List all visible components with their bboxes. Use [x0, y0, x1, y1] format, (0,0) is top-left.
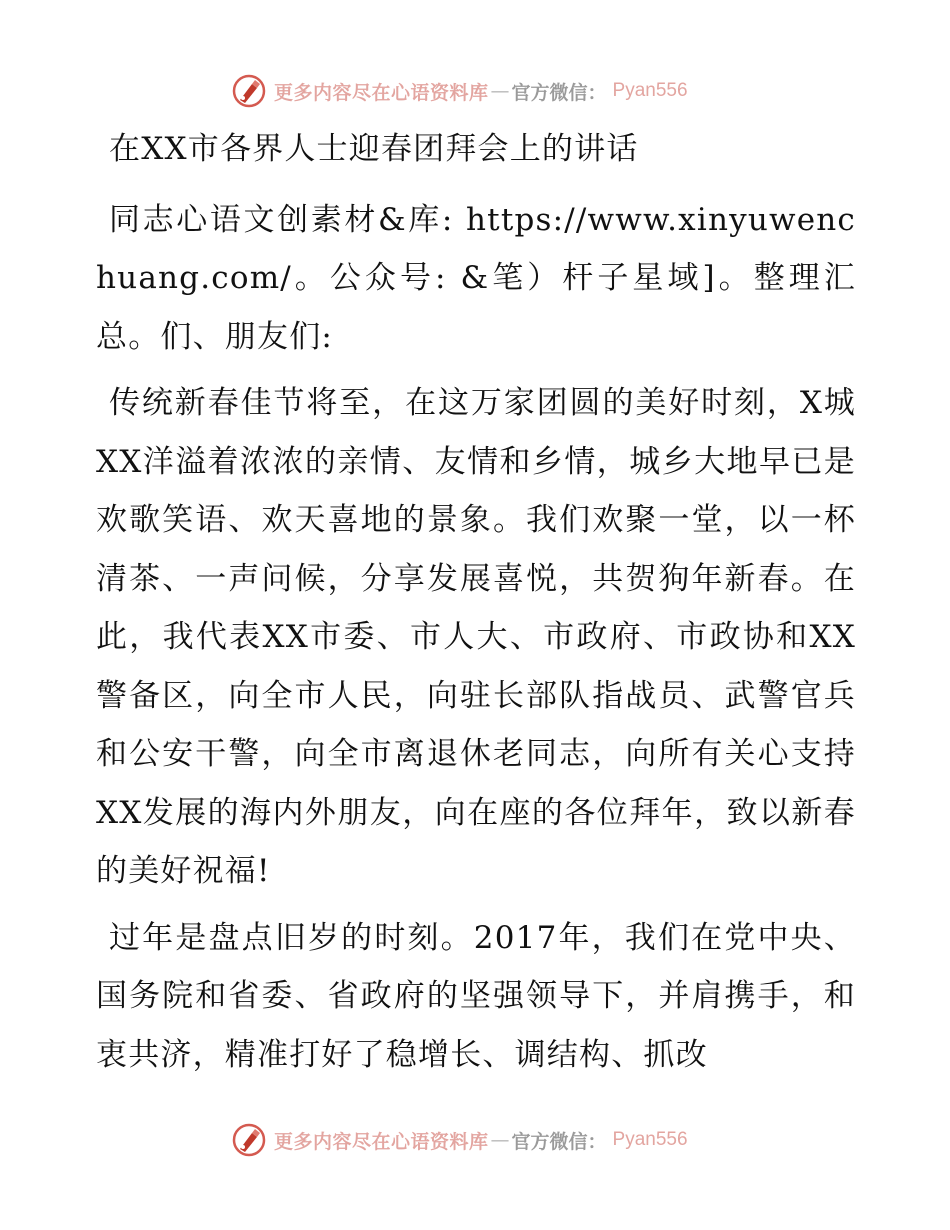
watermark-brand: 更多内容尽在心语资料库 — [274, 1130, 489, 1153]
pen-logo-icon — [232, 1123, 266, 1157]
footer-watermark — [232, 1120, 722, 1160]
document-title: 在XX市各界人士迎春团拜会上的讲话 — [109, 131, 639, 167]
header-watermark — [232, 71, 722, 111]
watermark-label: 官方微信： — [511, 1130, 607, 1153]
watermark-label: 官方微信： — [511, 81, 607, 104]
paragraph: 传统新春佳节将至，在这万家团圆的美好时刻，X城XX洋溢着浓浓的亲情、友情和乡情，城乡大地早已是欢歌笑语、欢天喜地的景象。我们欢聚一堂，以一杯清茶、一声问候，分享发展喜悦，共贺狗年新春。在此，我代表XX市委、市人大、市政府、市政协和XX警备区，向全市人民，向驻长部队指战员、武警官兵和公安干警，向全市离退休老同志，向所有关心支持XX发展的海内外朋友，向在座的各位拜年，致以新春的美好祝福! — [96, 385, 856, 889]
watermark-brand: 更多内容尽在心语资料库 — [274, 81, 489, 104]
watermark-wechat-id: Pyan556 — [612, 80, 688, 101]
watermark-separator: — — [490, 1129, 510, 1151]
watermark-wechat-id: Pyan556 — [612, 1129, 688, 1150]
paragraph: 过年是盘点旧岁的时刻。2017年，我们在党中央、国务院和省委、省政府的坚强领导下，并肩携手，和衷共济，精准打好了稳增长、调结构、抓改 — [96, 919, 856, 1073]
paragraph: 同志心语文创素材&库: https://www.xinyuwenchuang.com/。公众号: &笔）杆子星域]。整理汇总。们、朋友们: — [96, 201, 856, 355]
document-body — [96, 120, 856, 1084]
watermark-separator: — — [490, 80, 510, 102]
pen-logo-icon — [232, 74, 266, 108]
